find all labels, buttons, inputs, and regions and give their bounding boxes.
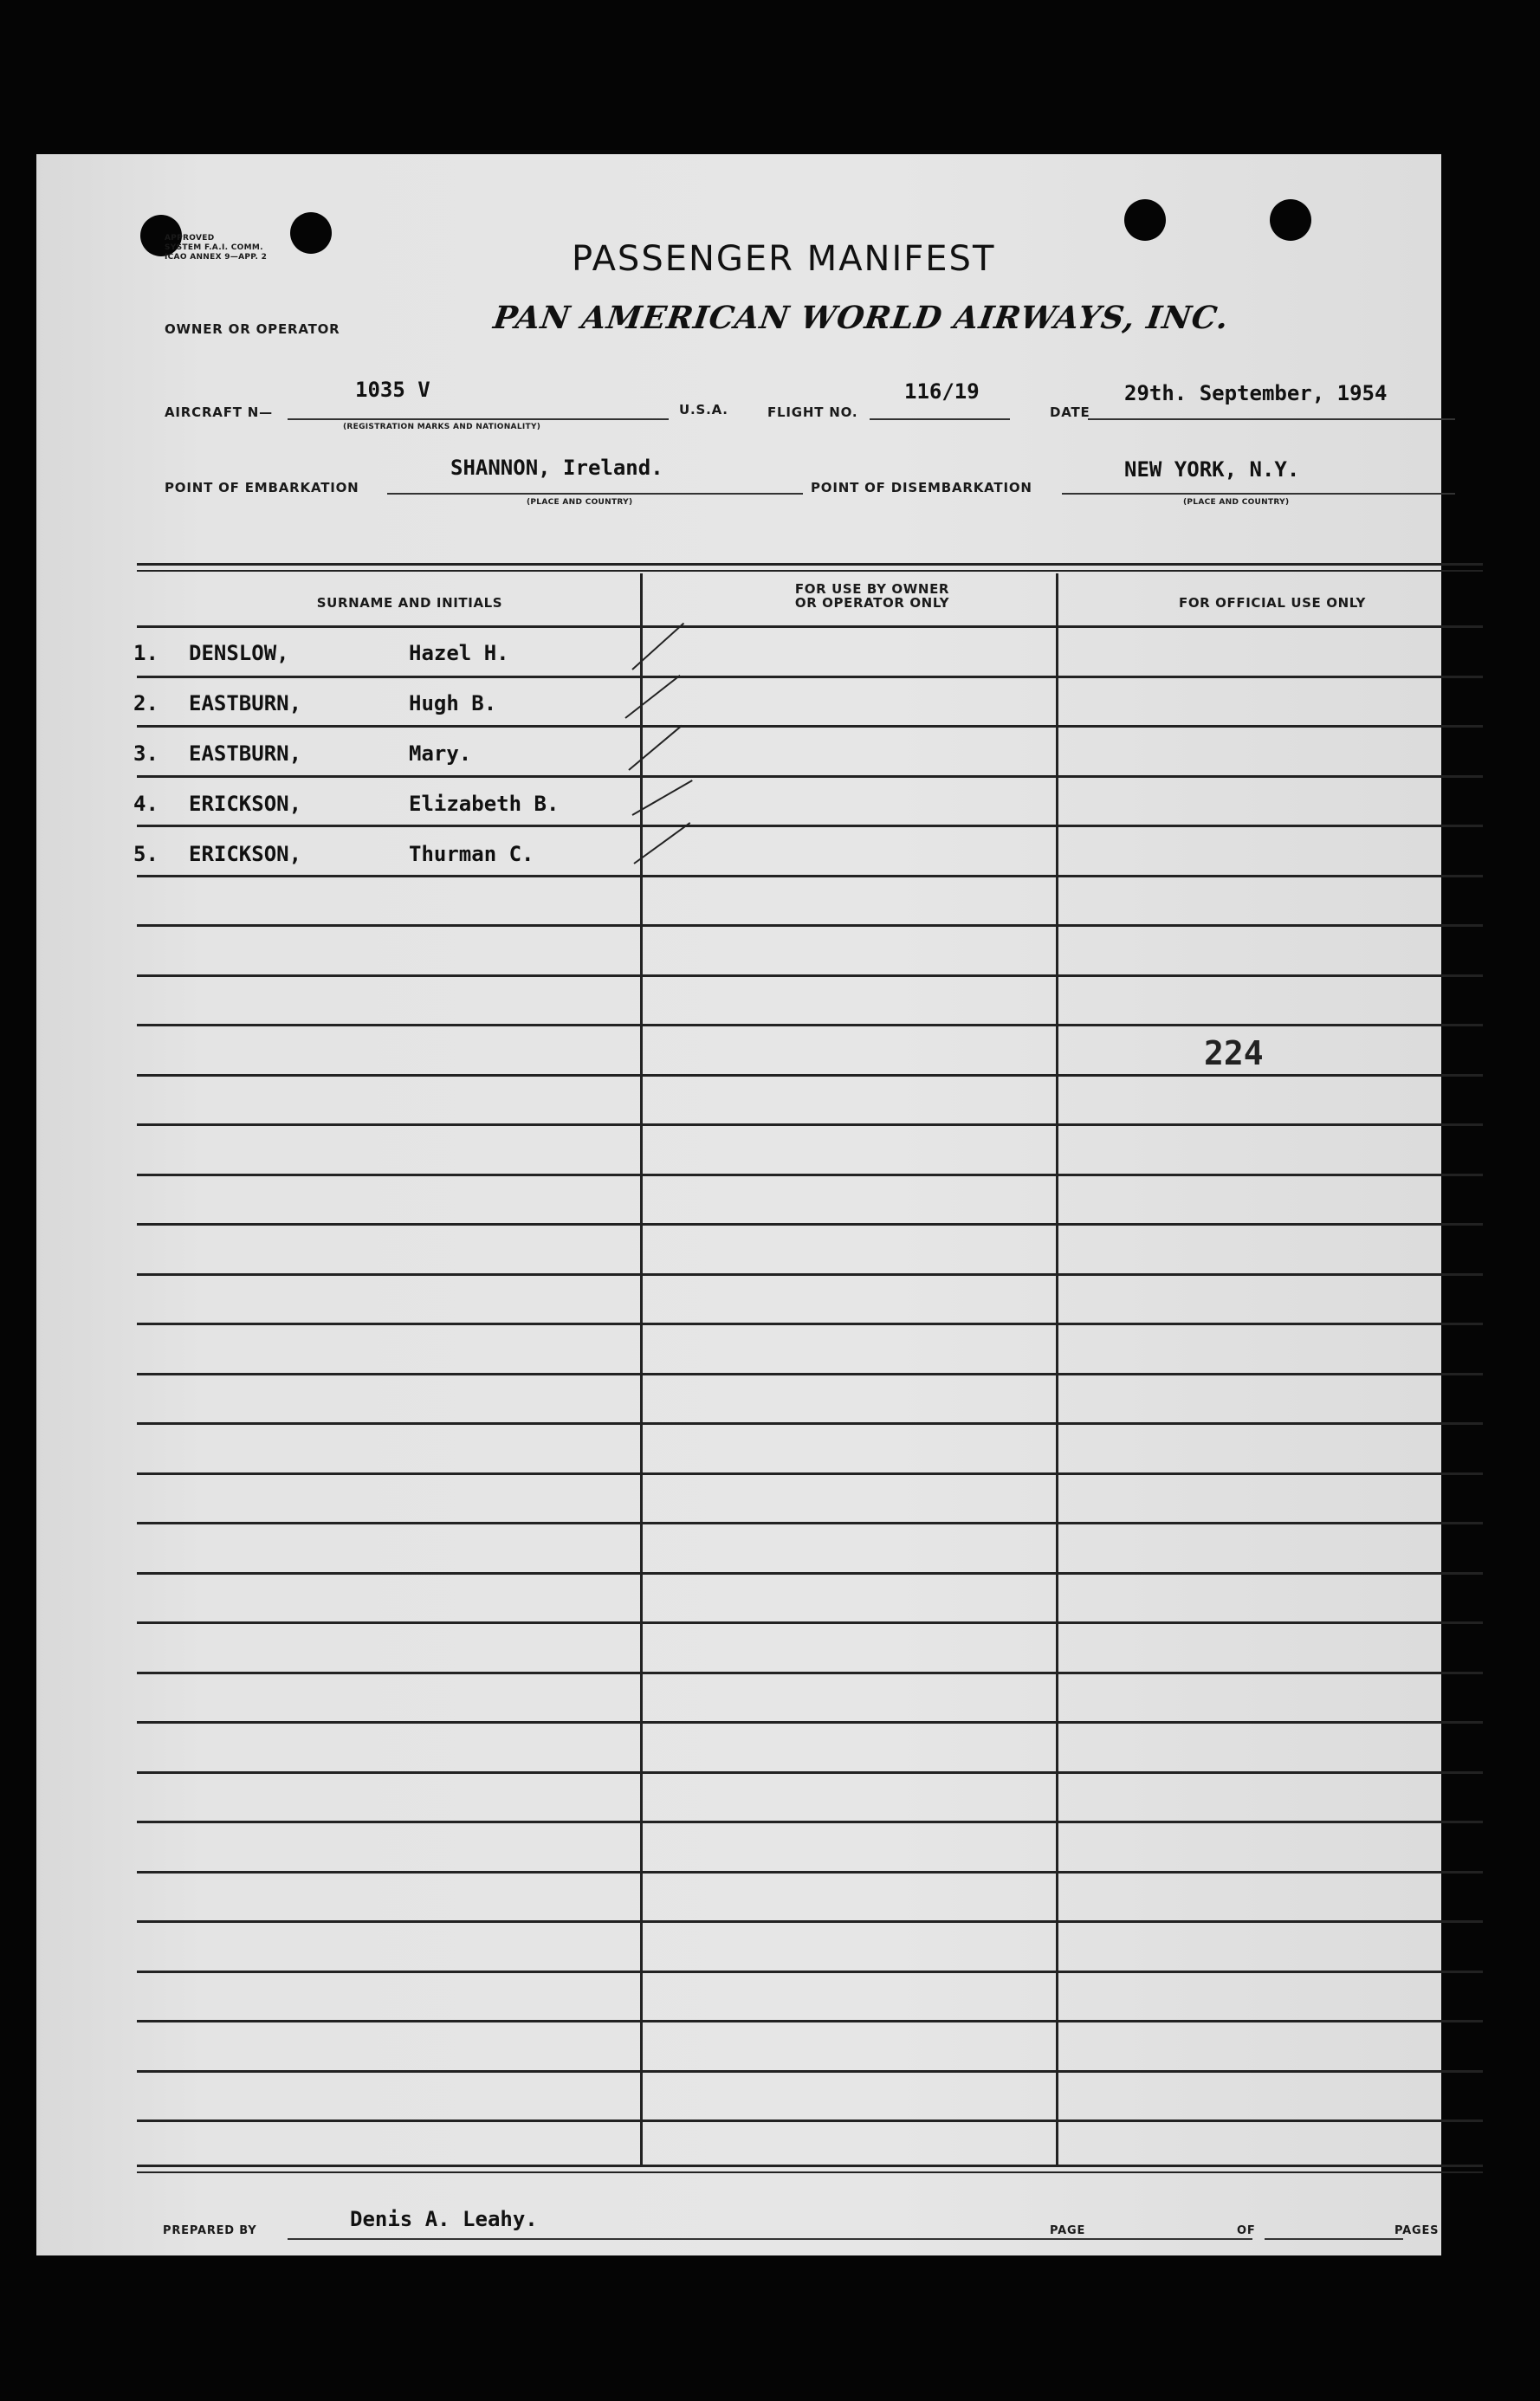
pages-label: PAGES bbox=[1394, 2224, 1440, 2237]
table-rule bbox=[137, 1672, 1483, 1674]
disembarkation-label: POINT OF DISEMBARKATION bbox=[811, 480, 1032, 495]
passenger-number: 5. bbox=[133, 842, 159, 866]
table-rule bbox=[137, 725, 1483, 728]
table-rule bbox=[137, 1373, 1483, 1375]
col-divider-2 bbox=[1056, 573, 1058, 2167]
aircraft-label: AIRCRAFT N— bbox=[165, 404, 273, 420]
page-title: PASSENGER MANIFEST bbox=[572, 239, 996, 279]
table-rule bbox=[137, 676, 1483, 678]
table-rule bbox=[137, 1821, 1483, 1823]
flight-underline bbox=[870, 418, 1010, 420]
table-rule bbox=[137, 1074, 1483, 1077]
check-mark-2 bbox=[624, 675, 680, 719]
passenger-given-name: Hugh B. bbox=[409, 691, 497, 715]
table-rule bbox=[137, 1621, 1483, 1624]
table-rule bbox=[137, 2070, 1483, 2073]
table-rule bbox=[137, 2119, 1483, 2122]
disembarkation-value: NEW YORK, N.Y. bbox=[1124, 457, 1300, 482]
col-header-surname: SURNAME AND INITIALS bbox=[316, 595, 503, 611]
table-rule bbox=[137, 775, 1483, 778]
passenger-given-name: Hazel H. bbox=[409, 641, 509, 665]
table-rule bbox=[137, 625, 1483, 628]
table-bottom-rule bbox=[137, 2165, 1483, 2167]
embarkation-caption: (PLACE AND COUNTRY) bbox=[527, 498, 633, 507]
col-header-official: FOR OFFICIAL USE ONLY bbox=[1178, 595, 1366, 611]
prepared-underline bbox=[288, 2238, 1100, 2240]
flight-value: 116/19 bbox=[904, 379, 980, 404]
embarkation-label: POINT OF EMBARKATION bbox=[165, 480, 359, 495]
passenger-number: 1. bbox=[133, 641, 159, 665]
table-bottom-rule bbox=[137, 2171, 1483, 2173]
passenger-given-name: Thurman C. bbox=[409, 842, 534, 866]
col-header-owner-line-2: OR OPERATOR ONLY bbox=[794, 595, 950, 611]
table-top-rule-2 bbox=[137, 570, 1483, 572]
table-rule bbox=[137, 1871, 1483, 1874]
table-rule bbox=[137, 1174, 1483, 1176]
flight-label: FLIGHT NO. bbox=[767, 404, 858, 420]
aircraft-underline bbox=[288, 418, 669, 420]
passenger-surname: EASTBURN, bbox=[189, 691, 302, 715]
approval-note bbox=[165, 234, 267, 262]
table-rule bbox=[137, 924, 1483, 927]
punch-hole-4 bbox=[1270, 199, 1311, 241]
passenger-given-name: Mary. bbox=[409, 741, 472, 766]
date-label: DATE bbox=[1050, 404, 1090, 420]
stamped-number: 224 bbox=[1204, 1034, 1264, 1072]
prepared-label: PREPARED BY bbox=[163, 2224, 257, 2237]
embarkation-underline bbox=[387, 493, 803, 495]
passenger-given-name: Elizabeth B. bbox=[409, 792, 560, 816]
passenger-number: 4. bbox=[133, 792, 159, 816]
table-rule bbox=[137, 875, 1483, 877]
of-label: OF bbox=[1237, 2224, 1256, 2237]
prepared-value: Denis A. Leahy. bbox=[350, 2207, 538, 2231]
page-underline bbox=[1097, 2238, 1252, 2240]
approval-line-2: SYSTEM F.A.I. COMM. bbox=[165, 243, 263, 252]
table-rule bbox=[137, 974, 1483, 977]
col-header-owner-use bbox=[643, 582, 1102, 610]
table-rule bbox=[137, 1771, 1483, 1774]
disembarkation-caption: (PLACE AND COUNTRY) bbox=[1183, 498, 1290, 507]
embarkation-value: SHANNON, Ireland. bbox=[450, 456, 663, 480]
page-label: PAGE bbox=[1050, 2224, 1086, 2237]
punch-hole-3 bbox=[1124, 199, 1166, 241]
table-rule bbox=[137, 1721, 1483, 1724]
manifest-sheet bbox=[36, 154, 1441, 2255]
check-mark-3 bbox=[628, 725, 683, 771]
col-header-owner-line-1: FOR USE BY OWNER bbox=[794, 581, 950, 597]
punch-hole-2 bbox=[290, 212, 332, 254]
approval-line-3: ICAO ANNEX 9—APP. 2 bbox=[165, 253, 268, 262]
usa-label: U.S.A. bbox=[679, 402, 728, 417]
table-rule bbox=[137, 1472, 1483, 1475]
passenger-surname: DENSLOW, bbox=[189, 641, 289, 665]
table-rule bbox=[137, 1422, 1483, 1425]
date-value: 29th. September, 1954 bbox=[1124, 381, 1388, 405]
passenger-surname: ERICKSON, bbox=[189, 842, 302, 866]
registration-caption: (REGISTRATION MARKS AND NATIONALITY) bbox=[343, 423, 541, 431]
table-rule bbox=[137, 1123, 1483, 1126]
table-rule bbox=[137, 825, 1483, 827]
table-rule bbox=[137, 1323, 1483, 1325]
table-top-rule-1 bbox=[137, 563, 1483, 566]
table-rule bbox=[137, 1024, 1483, 1026]
table-rule bbox=[137, 1522, 1483, 1524]
col-divider-1 bbox=[640, 573, 643, 2167]
aircraft-value: 1035 V bbox=[355, 378, 430, 402]
of-underline bbox=[1265, 2238, 1403, 2240]
disembarkation-underline bbox=[1062, 493, 1455, 495]
date-underline bbox=[1088, 418, 1455, 420]
table-rule bbox=[137, 1223, 1483, 1226]
passenger-number: 2. bbox=[133, 691, 159, 715]
table-rule bbox=[137, 1572, 1483, 1575]
passenger-number: 3. bbox=[133, 741, 159, 766]
approval-line-1: APPROVED bbox=[165, 234, 215, 243]
passenger-surname: EASTBURN, bbox=[189, 741, 302, 766]
passenger-surname: ERICKSON, bbox=[189, 792, 302, 816]
owner-value: PAN AMERICAN WORLD AIRWAYS, INC. bbox=[491, 300, 1232, 336]
table-rule bbox=[137, 1273, 1483, 1276]
table-rule bbox=[137, 2020, 1483, 2022]
table-rule bbox=[137, 1920, 1483, 1923]
owner-label: OWNER OR OPERATOR bbox=[165, 321, 340, 337]
table-rule bbox=[137, 1971, 1483, 1973]
